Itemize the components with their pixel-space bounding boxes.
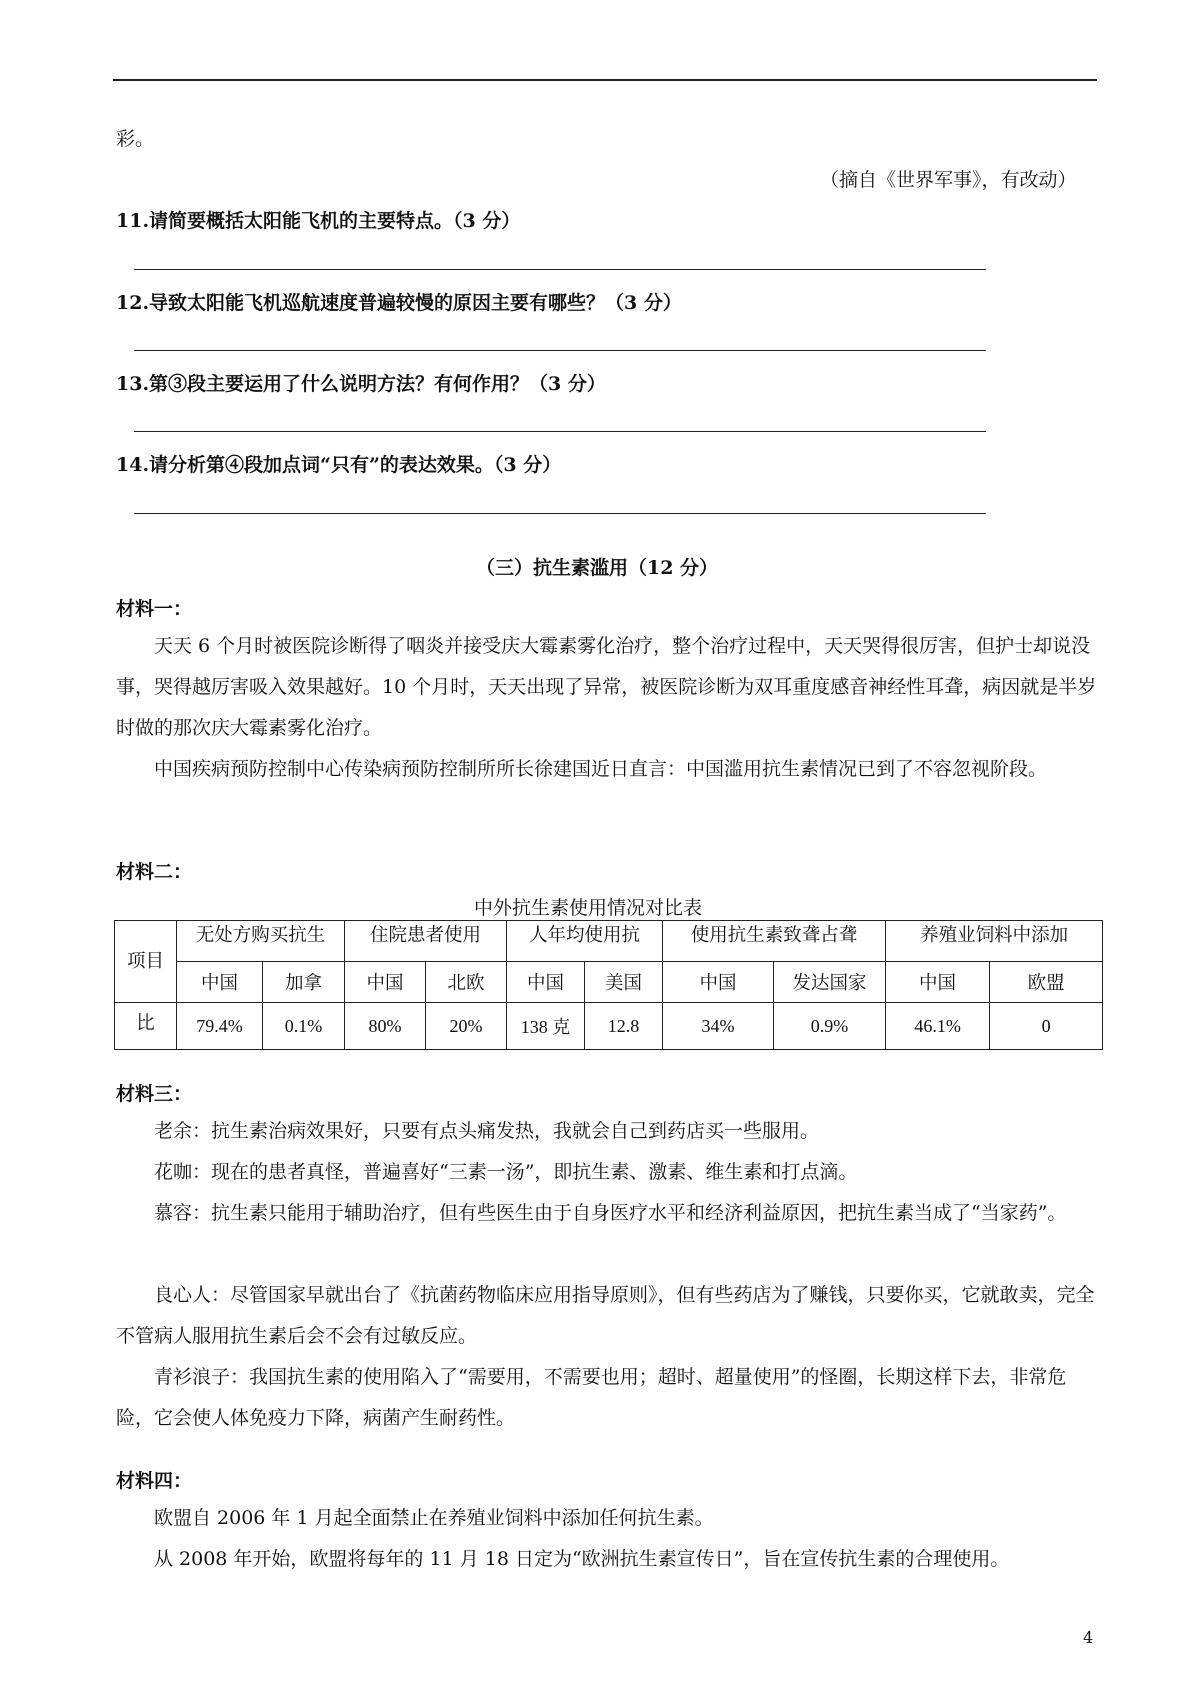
subheader-cell: 欧盟 [990,962,1103,1003]
carryover-text: 彩。 [116,128,155,150]
question-12: 12.导致太阳能飞机巡航速度普遍较慢的原因主要有哪些？（3 分） [116,292,682,314]
material3-label: 材料三： [116,1083,193,1105]
value-cell: 79.4% [177,1003,263,1050]
subheader-cell: 加拿 [263,962,345,1003]
material3-paragraph: 慕容：抗生素只能用于辅助治疗，但有些医生由于自身医疗水平和经济利益原因，把抗生素当成了“当家药”。 [154,1202,1067,1224]
subheader-cell: 中国 [345,962,426,1003]
group-header: 住院患者使用 [345,921,507,962]
table-title: 中外抗生素使用情况对比表 [474,897,703,919]
question-11: 11.请简要概括太阳能飞机的主要特点。（3 分） [116,210,521,232]
material3-paragraph: 花咖：现在的患者真怪，普遍喜好“三素一汤”，即抗生素、激素、维生素和打点滴。 [154,1161,858,1183]
value-cell: 0.9% [774,1003,886,1050]
value-cell: 0 [990,1003,1103,1050]
group-header: 使用抗生素致聋占聋 [663,921,886,962]
material3-paragraph: 青衫浪子：我国抗生素的使用陷入了“需要用，不需要也用；超时、超量使用”的怪圈，长期这样下去，非常危险，它会使人体免疫力下降，病菌产生耐药性。 [116,1366,1067,1429]
subheader-cell: 中国 [507,962,585,1003]
group-header: 养殖业饲料中添加 [886,921,1103,962]
material4-label: 材料四： [116,1470,193,1492]
row-header-ratio: 比 [115,1003,177,1050]
value-cell: 46.1% [886,1003,990,1050]
comparison-table [114,920,1103,1050]
material1-paragraph: 中国疾病预防控制中心传染病预防控制所所长徐建国近日直言：中国滥用抗生素情况已到了不容忽视阶段。 [154,758,1048,780]
source-note: （摘自《世界军事》，有改动） [820,169,1077,191]
group-header: 人年均使用抗 [507,921,663,962]
answer-line-12[interactable] [134,350,986,351]
subheader-cell: 中国 [177,962,263,1003]
material3-paragraph: 老余：抗生素治病效果好，只要有点头痛发热，我就会自己到药店买一些服用。 [154,1120,820,1142]
material4-paragraph: 从 2008 年开始，欧盟将每年的 11 月 18 日定为“欧洲抗生素宣传日”，旨在宣传抗生素的合理使用。 [154,1548,1010,1570]
material1-paragraph: 天天 6 个月时被医院诊断得了咽炎并接受庆大霉素雾化治疗，整个治疗过程中，天天哭得很厉害，但护士却说没事，哭得越厉害吸入效果越好。10 个月时，天天出现了异常，被医院诊断为双耳重度感音神经性耳聋，病因就是半岁时做的那次庆大霉素雾化治疗。 [116,635,1097,739]
material1-label: 材料一： [116,598,193,620]
answer-line-14[interactable] [134,513,986,514]
subheader-cell: 美国 [585,962,663,1003]
answer-line-13[interactable] [134,431,986,432]
answer-line-11[interactable] [134,269,986,270]
material3-paragraph: 良心人：尽管国家早就出台了《抗菌药物临床应用指导原则》，但有些药店为了赚钱，只要你买，它就敢卖，完全不管病人服用抗生素后会不会有过敏反应。 [116,1284,1095,1347]
value-cell: 0.1% [263,1003,345,1050]
row-header-item: 项目 [115,921,177,1003]
value-cell: 34% [663,1003,774,1050]
subheader-cell: 中国 [886,962,990,1003]
group-header: 无处方购买抗生 [177,921,345,962]
subheader-cell: 北欧 [426,962,507,1003]
header-rule [113,79,1097,81]
question-13: 13.第③段主要运用了什么说明方法？有何作用？（3 分） [116,373,606,395]
value-cell: 80% [345,1003,426,1050]
material2-label: 材料二： [116,861,193,883]
value-cell: 138 克 [507,1003,585,1050]
subheader-cell: 发达国家 [774,962,886,1003]
value-cell: 20% [426,1003,507,1050]
section-title: （三）抗生素滥用（12 分） [476,557,719,579]
subheader-cell: 中国 [663,962,774,1003]
material4-paragraph: 欧盟自 2006 年 1 月起全面禁止在养殖业饲料中添加任何抗生素。 [154,1507,714,1529]
question-14: 14.请分析第④段加点词“只有”的表达效果。（3 分） [116,454,562,476]
value-cell: 12.8 [585,1003,663,1050]
page-number: 4 [1083,1628,1094,1647]
